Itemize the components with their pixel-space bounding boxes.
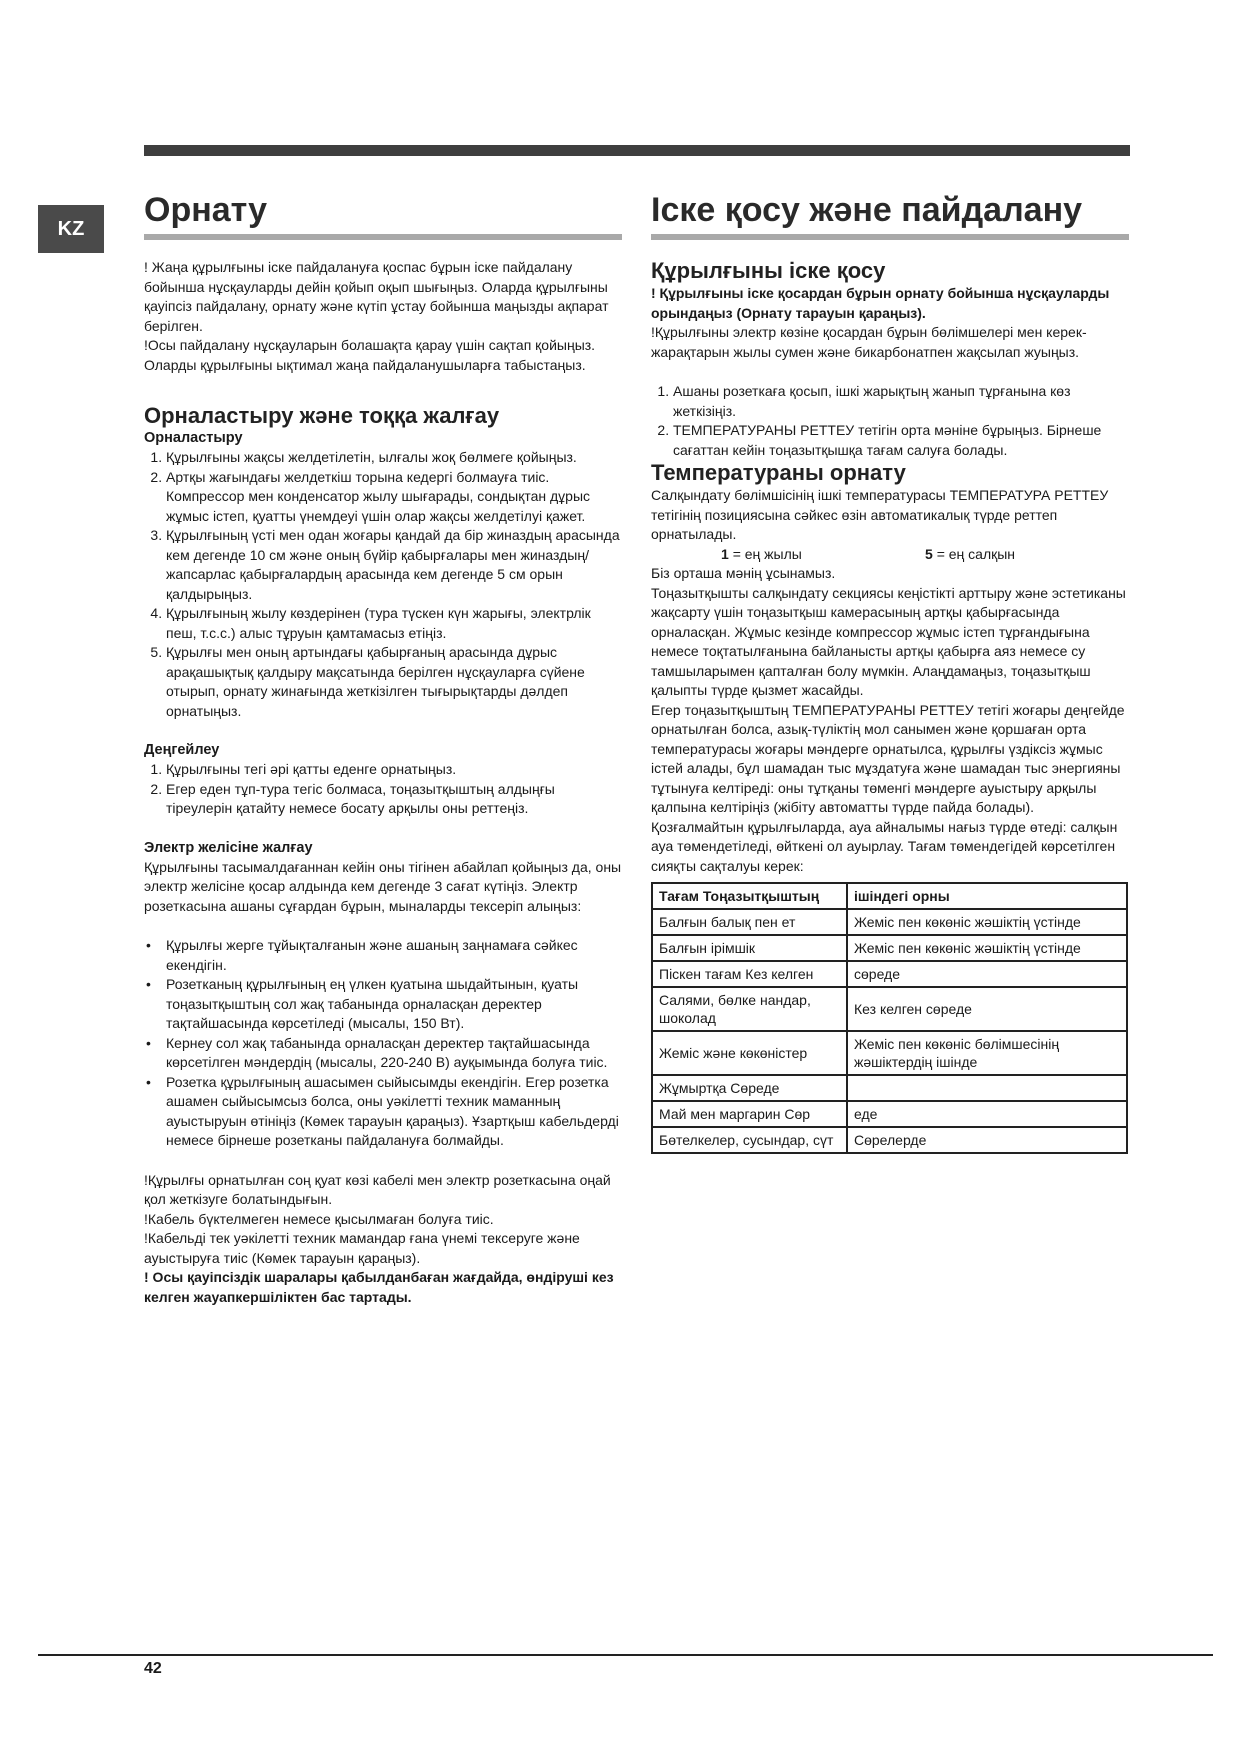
scale-warm: 1 = ең жылы (721, 545, 802, 562)
scale-cold: 5 = ең салқын (925, 545, 1016, 562)
page-number: 42 (144, 1660, 162, 1677)
place-cell: Кез келген сөреде (847, 987, 1127, 1031)
placement-list (144, 448, 622, 721)
temperature-heading: Температураны орнату (651, 460, 906, 485)
temperature-text-1: Салқындату бөлімшісінің ішкі температурасы ТЕМПЕРАТУРА РЕТТЕУ тетігінің позициясына сәйкес өзін автоматикалық түрде реттеп орнатылады. (651, 487, 1109, 542)
food-cell: Май мен маргарин Сөр (652, 1101, 847, 1127)
place-cell (847, 1075, 1127, 1101)
language-tab: KZ (38, 205, 104, 253)
list-item: 5. Құрылғы мен оның артындағы қабырғаның арасында дұрыс арақашықтық қалдыру мақсатында берілген нұсқауларға сүйене отырып, орнату жинағында жеткізілген тығырықтарды дәлдеп орнатыңыз. (166, 643, 622, 721)
placement-subheading: Орналастыру (144, 430, 243, 446)
food-cell: Піскен тағам Кез келген (652, 961, 847, 987)
intro-paragraph-1: ! Жаңа құрылғыны іске пайдалануға қоспас бұрын іске пайдалану бойынша нұсқауларды дейін қойып оқып шығыңыз. Оларда құрылғыны қауіпсіз пайдалану, орнату және күтіп ұстау бойынша маңызды ақпарат берілген. (144, 259, 609, 334)
start-note: !Құрылғыны электр көзіне қосардан бұрын бөлімшелері мен керек-жарақтарын жылы сумен және бикарбонатпен жақсылап жуыңыз. (651, 324, 1087, 360)
table-row (652, 961, 1127, 987)
place-cell: Жеміс пен көкөніс жәшіктің үстінде (847, 935, 1127, 961)
food-cell: Жұмыртқа Сөреде (652, 1075, 847, 1101)
start-heading: Құрылғыны іске қосу (651, 258, 886, 283)
list-item: 2. Артқы жағындағы желдеткіш торына кедергі болмауға тиіс. Компрессор мен конденсатор жылу шығарады, сондықтан дұрыс жұмыс істеп, қуатты үнемдеуі үшін олар жақсы желдетілуі қажет. (166, 468, 622, 527)
list-item: 1. Ашаны розеткаға қосып, ішкі жарықтың жанып тұрғанына көз жеткізіңіз. (673, 382, 1129, 421)
place-cell: Жеміс пен көкөніс бөлімшесінің жәшіктердің ішінде (847, 1031, 1127, 1075)
title-rule (144, 234, 622, 240)
list-item: 2. ТЕМПЕРАТУРАНЫ РЕТТЕУ тетігін орта мәніне бұрыңыз. Бірнеше сағаттан кейін тоңазытқышқа тағам салуға болады. (673, 421, 1129, 460)
list-item: • Құрылғы жерге тұйықталғанын және ашаның заңнамаға сәйкес екендігін. (166, 936, 622, 975)
temperature-scale (651, 545, 1129, 565)
table-row (652, 935, 1127, 961)
food-cell: Салями, бөлке нандар, шоколад (652, 987, 847, 1031)
intro-paragraph-3: Оларды құрылғыны ықтимал жаңа пайдаланушыларға табыстаңыз. (144, 356, 586, 373)
title-rule (651, 234, 1129, 240)
food-cell: Балғын ірімшік (652, 935, 847, 961)
list-item: • Розетканың құрылғының ең үлкен қуатына шыдайтынын, қуаты тоңазытқыштың сол жақ табанында орналасқан деректер тақтайшасында көрсетіледі (мысалы, 150 Вт). (166, 975, 622, 1034)
table-row (652, 1101, 1127, 1127)
table-header-row (652, 883, 1127, 909)
table-row (652, 1031, 1127, 1075)
placement-heading: Орналастыру және тоққа жалғау (144, 403, 500, 428)
list-item: • Кернеу сол жақ табанында орналасқан деректер тақтайшасында көрсетілген мәндердің (мысалы, 220-240 В) ауқымында болуға тиіс. (166, 1034, 622, 1073)
table-row (652, 987, 1127, 1031)
food-storage-table (651, 882, 1128, 1154)
start-use-title: Іске қосу және пайдалану (651, 191, 1083, 229)
list-item: 4. Құрылғының жылу көздерінен (тура түскен күн жарығы, электрлік пеш, т.с.с.) алыс тұруын қамтамасыз етіңіз. (166, 604, 622, 643)
list-item: 3. Құрылғының үсті мен одан жоғары қандай да бір жиназдың арасында кем дегенде 10 см және оның бүйір қабырғалары мен жиназдың/жапсарлас қабырғалардың арасында кем дегенде 5 см орын қалдырыңыз. (166, 526, 622, 604)
food-cell: Бөтелкелер, сусындар, сүт (652, 1127, 847, 1153)
header-food: Тағам Тоңазытқыштың (652, 883, 847, 909)
leveling-list (144, 760, 622, 819)
right-column (651, 190, 1129, 1154)
electric-heading: Электр желісіне жалғау (144, 839, 313, 856)
temperature-text-2: Біз орташа мәнің ұсынамыз. (651, 565, 836, 581)
list-item: 2. Егер еден тұп-тура тегіс болмаса, тоңазытқыштың алдыңғы тіреулерін қатайту немесе босату арқылы оны реттеңіз. (166, 780, 622, 819)
temperature-text-3: Тоңазытқышты салқындату секциясы кеңістікті арттыру және эстетиканы жақсарту үшін тоңазытқыш камерасының артқы қабырғасында орналасқан. Жұмыс кезінде компрессор жұмыс істеп тұрғандығына немесе тоқтатылғанына байланысты артқы қабырға аяз немесе су тамшыларымен қапталған болу мүмкін. Алаңдамаңыз, тоңазытқыш қалыпты түрде қызмет жасайды. (651, 584, 1126, 698)
start-list (651, 382, 1129, 460)
electric-paragraph: Құрылғыны тасымалдағаннан кейін оны тігінен абайлап қойыңыз да, оны электр желісіне қосар алдында кем дегенде 3 сағат күтіңіз. Электр розеткасына ашаны сұғардан бұрын, мыналарды тексеріп алыңыз: (144, 858, 622, 914)
place-cell: Сөрелерде (847, 1127, 1127, 1153)
footer-rule (38, 1654, 1213, 1656)
leveling-heading: Деңгейлеу (144, 742, 220, 758)
table-row (652, 1075, 1127, 1101)
left-column (144, 190, 622, 1307)
electric-note-2: !Кабель бүктелмеген немесе қысылмаған болуға тиіс. (144, 1210, 494, 1227)
list-item: • Розетка құрылғының ашасымен сыйысымды екендігін. Егер розетка ашамен сыйысымсыз болса, оны уәкілетті техник маманның ауыстыруын өтініңіз (Көмек тарауын қараңыз). Ұзартқыш кабельдерді немесе бірнеше розетканы пайдалануға болмайды. (166, 1073, 622, 1151)
electric-checklist (144, 936, 622, 1151)
safety-warning: ! Осы қауіпсіздік шаралары қабылданбаған жағдайда, өндіруші кез келген жауапкершіліктен бас тартады. (144, 1269, 614, 1305)
food-cell: Жеміс және көкөністер (652, 1031, 847, 1075)
table-row (652, 909, 1127, 935)
top-bar (144, 145, 1130, 156)
electric-note-1: !Құрылғы орнатылған соң қуат көзі кабелі мен электр розеткасына оңай қол жеткізуге болатындығын. (144, 1171, 611, 1207)
electric-note-3: !Кабельді тек уәкілетті техник мамандар ғана үнемі тексеруге және ауыстыруға тиіс (Көмек тарауын қараңыз). (144, 1230, 580, 1266)
header-place: ішіндегі орны (847, 883, 1127, 909)
list-item: 1. Құрылғыны жақсы желдетілетін, ылғалы жоқ бөлмеге қойыңыз. (166, 448, 622, 468)
place-cell: еде (847, 1101, 1127, 1127)
installation-title: Орнату (144, 191, 268, 229)
temperature-text-4: Егер тоңазытқыштың ТЕМПЕРАТУРАНЫ РЕТТЕУ тетігі жоғары деңгейде орнатылған болса, азық-түліктің мол санымен және қоршаған орта температурасы жоғары мәндерге орнатылса, құрылғы үздіксіз жұмыс істей алады, бұл шамадан тыс мұздатуға және шамадан тыс энергияны тұтынуға келтіреді: оны тұтқаны төменгі мәндерге ауыстыру арқылы қалпына келтіріңіз (жібіту автоматты түрде пайда болады). Қозғалмайтын құрылғыларда, ауа айналымы нағыз түрде өтеді: салқын ауа төмендетіледі, өйткені ол ауырлау. Тағам төмендегідей көрсетілген сияқты сақталуы керек: (651, 701, 1125, 874)
table-row (652, 1127, 1127, 1153)
intro-paragraph-2: !Осы пайдалану нұсқауларын болашақта қарау үшін сақтап қойыңыз. (144, 337, 596, 353)
list-item: 1. Құрылғыны тегі әрі қатты еденге орнатыңыз. (166, 760, 622, 780)
food-cell: Балғын балық пен ет (652, 909, 847, 935)
start-bold-note: ! Құрылғыны іске қосардан бұрын орнату бойынша нұсқауларды орындаңыз (Орнату тарауын қараңыз). (651, 285, 1110, 321)
place-cell: сөреде (847, 961, 1127, 987)
place-cell: Жеміс пен көкөніс жәшіктің үстінде (847, 909, 1127, 935)
